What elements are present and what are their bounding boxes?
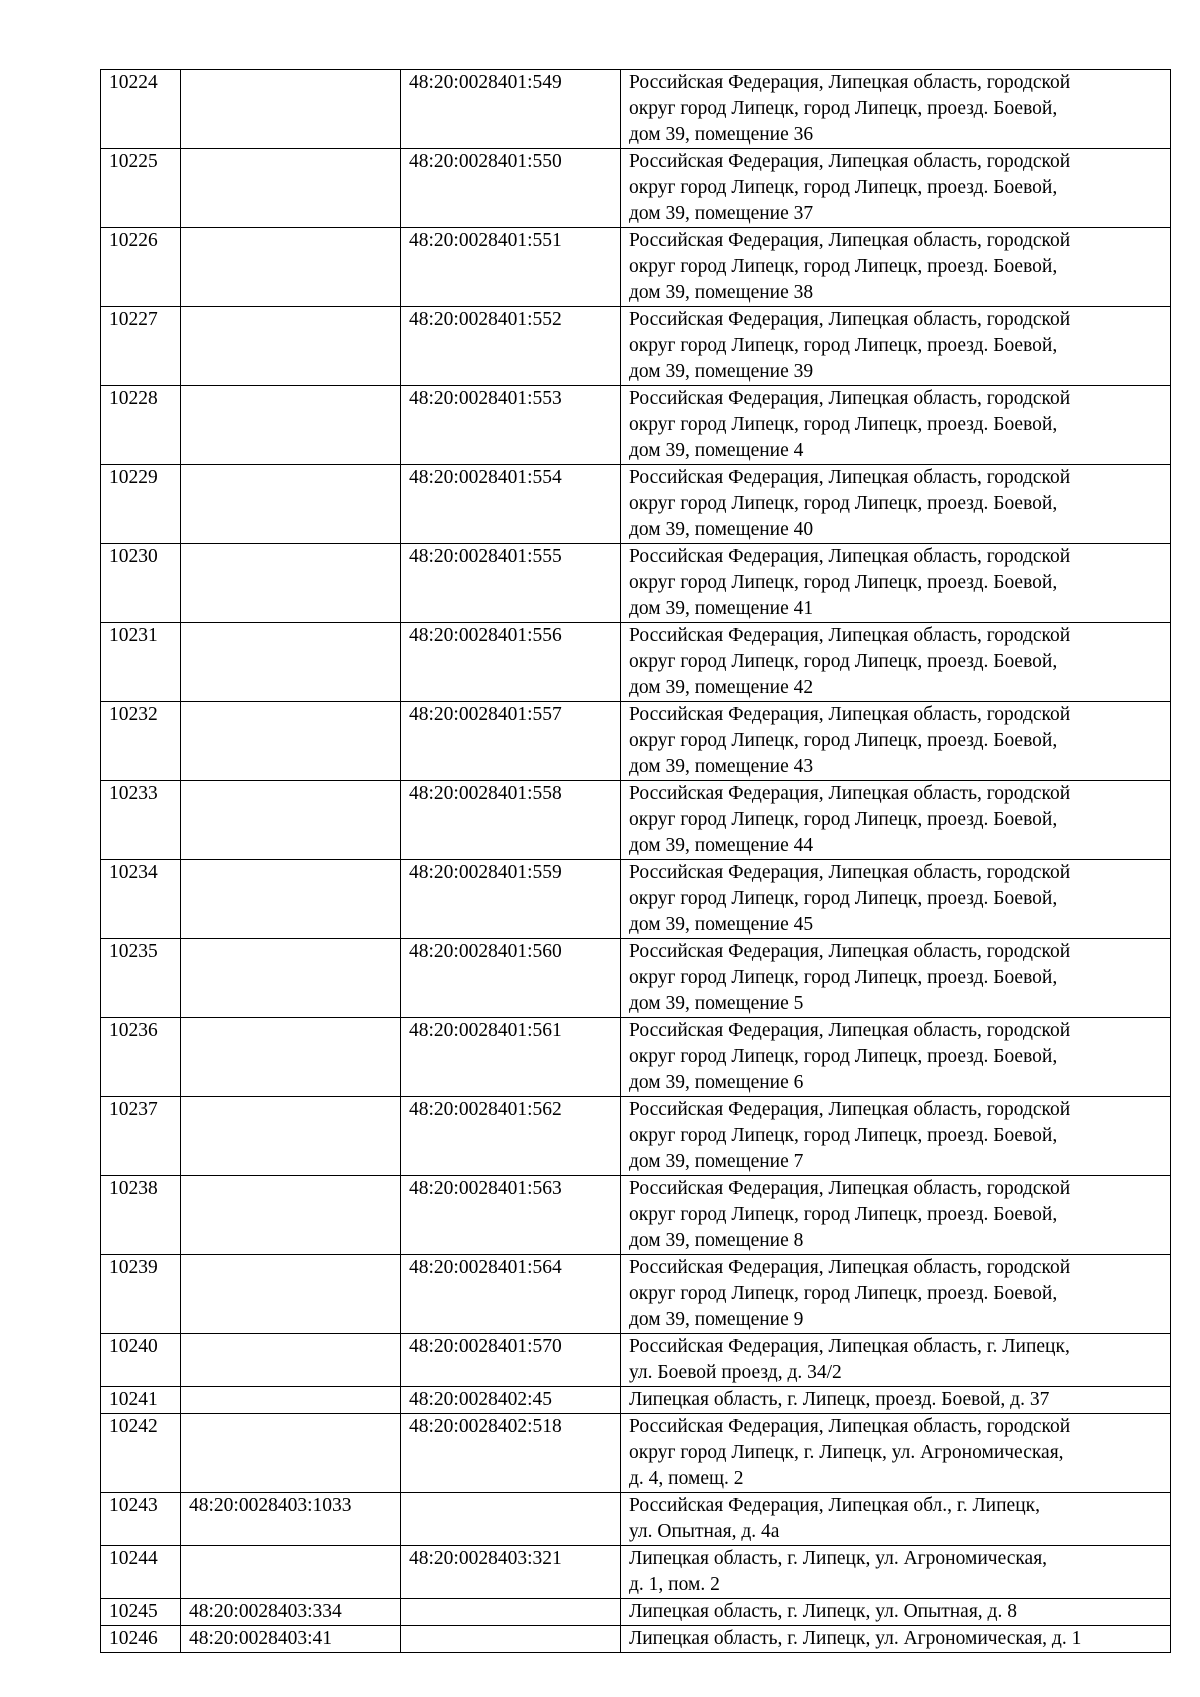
row-number-cell: 10230 — [101, 544, 181, 623]
row-number-cell: 10246 — [101, 1626, 181, 1653]
premises-cadastral-number-cell: 48:20:0028402:518 — [401, 1414, 621, 1493]
address-cell: Липецкая область, г. Липецк, ул. Агрономическая, д. 1 — [621, 1626, 1171, 1653]
premises-cadastral-number-cell: 48:20:0028401:552 — [401, 307, 621, 386]
cadastral-number-cell — [181, 939, 401, 1018]
row-number-cell: 10229 — [101, 465, 181, 544]
address-cell: Российская Федерация, Липецкая область, городской округ город Липецк, г. Липецк, ул. Агрономическая, д. 4, помещ. 2 — [621, 1414, 1171, 1493]
cadastral-number-cell: 48:20:0028403:41 — [181, 1626, 401, 1653]
table-row — [101, 307, 1171, 386]
address-cell: Российская Федерация, Липецкая область, городской округ город Липецк, город Липецк, проезд. Боевой, дом 39, помещение 43 — [621, 702, 1171, 781]
table-row — [101, 386, 1171, 465]
address-cell: Российская Федерация, Липецкая область, городской округ город Липецк, город Липецк, проезд. Боевой, дом 39, помещение 38 — [621, 228, 1171, 307]
cadastral-number-cell — [181, 781, 401, 860]
table-row — [101, 465, 1171, 544]
table-row — [101, 149, 1171, 228]
row-number-cell: 10239 — [101, 1255, 181, 1334]
premises-cadastral-number-cell: 48:20:0028401:549 — [401, 70, 621, 149]
cadastral-number-cell — [181, 544, 401, 623]
premises-cadastral-number-cell: 48:20:0028401:554 — [401, 465, 621, 544]
registry-table — [100, 69, 1171, 1653]
cadastral-number-cell — [181, 228, 401, 307]
premises-cadastral-number-cell: 48:20:0028401:559 — [401, 860, 621, 939]
table-row — [101, 1599, 1171, 1626]
table-row — [101, 228, 1171, 307]
document-page — [100, 69, 1170, 1653]
cadastral-number-cell — [181, 465, 401, 544]
table-row — [101, 70, 1171, 149]
address-cell: Липецкая область, г. Липецк, проезд. Боевой, д. 37 — [621, 1387, 1171, 1414]
premises-cadastral-number-cell: 48:20:0028401:562 — [401, 1097, 621, 1176]
address-cell: Российская Федерация, Липецкая область, городской округ город Липецк, город Липецк, проезд. Боевой, дом 39, помещение 9 — [621, 1255, 1171, 1334]
premises-cadastral-number-cell: 48:20:0028401:550 — [401, 149, 621, 228]
premises-cadastral-number-cell — [401, 1493, 621, 1546]
address-cell: Российская Федерация, Липецкая область, городской округ город Липецк, город Липецк, проезд. Боевой, дом 39, помещение 39 — [621, 307, 1171, 386]
row-number-cell: 10235 — [101, 939, 181, 1018]
table-row — [101, 1626, 1171, 1653]
premises-cadastral-number-cell: 48:20:0028401:560 — [401, 939, 621, 1018]
premises-cadastral-number-cell — [401, 1626, 621, 1653]
cadastral-number-cell — [181, 1334, 401, 1387]
address-cell: Российская Федерация, Липецкая область, городской округ город Липецк, город Липецк, проезд. Боевой, дом 39, помещение 7 — [621, 1097, 1171, 1176]
cadastral-number-cell — [181, 149, 401, 228]
address-cell: Российская Федерация, Липецкая область, городской округ город Липецк, город Липецк, проезд. Боевой, дом 39, помещение 42 — [621, 623, 1171, 702]
cadastral-number-cell: 48:20:0028403:1033 — [181, 1493, 401, 1546]
table-row — [101, 1387, 1171, 1414]
address-cell: Российская Федерация, Липецкая область, городской округ город Липецк, город Липецк, проезд. Боевой, дом 39, помещение 36 — [621, 70, 1171, 149]
premises-cadastral-number-cell: 48:20:0028402:45 — [401, 1387, 621, 1414]
address-cell: Российская Федерация, Липецкая область, городской округ город Липецк, город Липецк, проезд. Боевой, дом 39, помещение 41 — [621, 544, 1171, 623]
premises-cadastral-number-cell: 48:20:0028401:557 — [401, 702, 621, 781]
row-number-cell: 10226 — [101, 228, 181, 307]
row-number-cell: 10241 — [101, 1387, 181, 1414]
table-row — [101, 860, 1171, 939]
premises-cadastral-number-cell: 48:20:0028401:561 — [401, 1018, 621, 1097]
row-number-cell: 10227 — [101, 307, 181, 386]
cadastral-number-cell — [181, 623, 401, 702]
address-cell: Российская Федерация, Липецкая область, городской округ город Липецк, город Липецк, проезд. Боевой, дом 39, помещение 6 — [621, 1018, 1171, 1097]
cadastral-number-cell — [181, 1018, 401, 1097]
table-row — [101, 1546, 1171, 1599]
address-cell: Российская Федерация, Липецкая область, городской округ город Липецк, город Липецк, проезд. Боевой, дом 39, помещение 45 — [621, 860, 1171, 939]
cadastral-number-cell — [181, 1176, 401, 1255]
row-number-cell: 10225 — [101, 149, 181, 228]
row-number-cell: 10233 — [101, 781, 181, 860]
premises-cadastral-number-cell: 48:20:0028403:321 — [401, 1546, 621, 1599]
table-row — [101, 1414, 1171, 1493]
registry-table-body — [101, 70, 1171, 1653]
premises-cadastral-number-cell: 48:20:0028401:558 — [401, 781, 621, 860]
table-row — [101, 939, 1171, 1018]
table-row — [101, 1255, 1171, 1334]
address-cell: Липецкая область, г. Липецк, ул. Агрономическая, д. 1, пом. 2 — [621, 1546, 1171, 1599]
address-cell: Российская Федерация, Липецкая область, городской округ город Липецк, город Липецк, проезд. Боевой, дом 39, помещение 37 — [621, 149, 1171, 228]
premises-cadastral-number-cell: 48:20:0028401:563 — [401, 1176, 621, 1255]
row-number-cell: 10234 — [101, 860, 181, 939]
cadastral-number-cell — [181, 1387, 401, 1414]
table-row — [101, 1334, 1171, 1387]
address-cell: Российская Федерация, Липецкая область, г. Липецк, ул. Боевой проезд, д. 34/2 — [621, 1334, 1171, 1387]
row-number-cell: 10240 — [101, 1334, 181, 1387]
cadastral-number-cell — [181, 1546, 401, 1599]
premises-cadastral-number-cell: 48:20:0028401:570 — [401, 1334, 621, 1387]
premises-cadastral-number-cell: 48:20:0028401:551 — [401, 228, 621, 307]
premises-cadastral-number-cell: 48:20:0028401:553 — [401, 386, 621, 465]
address-cell: Липецкая область, г. Липецк, ул. Опытная, д. 8 — [621, 1599, 1171, 1626]
row-number-cell: 10243 — [101, 1493, 181, 1546]
cadastral-number-cell — [181, 1255, 401, 1334]
row-number-cell: 10236 — [101, 1018, 181, 1097]
premises-cadastral-number-cell — [401, 1599, 621, 1626]
address-cell: Российская Федерация, Липецкая область, городской округ город Липецк, город Липецк, проезд. Боевой, дом 39, помещение 8 — [621, 1176, 1171, 1255]
row-number-cell: 10232 — [101, 702, 181, 781]
table-row — [101, 702, 1171, 781]
row-number-cell: 10224 — [101, 70, 181, 149]
address-cell: Российская Федерация, Липецкая область, городской округ город Липецк, город Липецк, проезд. Боевой, дом 39, помещение 44 — [621, 781, 1171, 860]
table-row — [101, 1493, 1171, 1546]
cadastral-number-cell — [181, 307, 401, 386]
cadastral-number-cell: 48:20:0028403:334 — [181, 1599, 401, 1626]
table-row — [101, 1176, 1171, 1255]
cadastral-number-cell — [181, 1414, 401, 1493]
premises-cadastral-number-cell: 48:20:0028401:564 — [401, 1255, 621, 1334]
row-number-cell: 10228 — [101, 386, 181, 465]
cadastral-number-cell — [181, 860, 401, 939]
table-row — [101, 623, 1171, 702]
row-number-cell: 10242 — [101, 1414, 181, 1493]
premises-cadastral-number-cell: 48:20:0028401:556 — [401, 623, 621, 702]
row-number-cell: 10245 — [101, 1599, 181, 1626]
premises-cadastral-number-cell: 48:20:0028401:555 — [401, 544, 621, 623]
table-row — [101, 781, 1171, 860]
address-cell: Российская Федерация, Липецкая область, городской округ город Липецк, город Липецк, проезд. Боевой, дом 39, помещение 5 — [621, 939, 1171, 1018]
row-number-cell: 10237 — [101, 1097, 181, 1176]
row-number-cell: 10244 — [101, 1546, 181, 1599]
address-cell: Российская Федерация, Липецкая область, городской округ город Липецк, город Липецк, проезд. Боевой, дом 39, помещение 4 — [621, 386, 1171, 465]
address-cell: Российская Федерация, Липецкая область, городской округ город Липецк, город Липецк, проезд. Боевой, дом 39, помещение 40 — [621, 465, 1171, 544]
address-cell: Российская Федерация, Липецкая обл., г. Липецк, ул. Опытная, д. 4а — [621, 1493, 1171, 1546]
cadastral-number-cell — [181, 70, 401, 149]
table-row — [101, 1097, 1171, 1176]
row-number-cell: 10231 — [101, 623, 181, 702]
cadastral-number-cell — [181, 386, 401, 465]
table-row — [101, 1018, 1171, 1097]
table-row — [101, 544, 1171, 623]
cadastral-number-cell — [181, 1097, 401, 1176]
row-number-cell: 10238 — [101, 1176, 181, 1255]
cadastral-number-cell — [181, 702, 401, 781]
